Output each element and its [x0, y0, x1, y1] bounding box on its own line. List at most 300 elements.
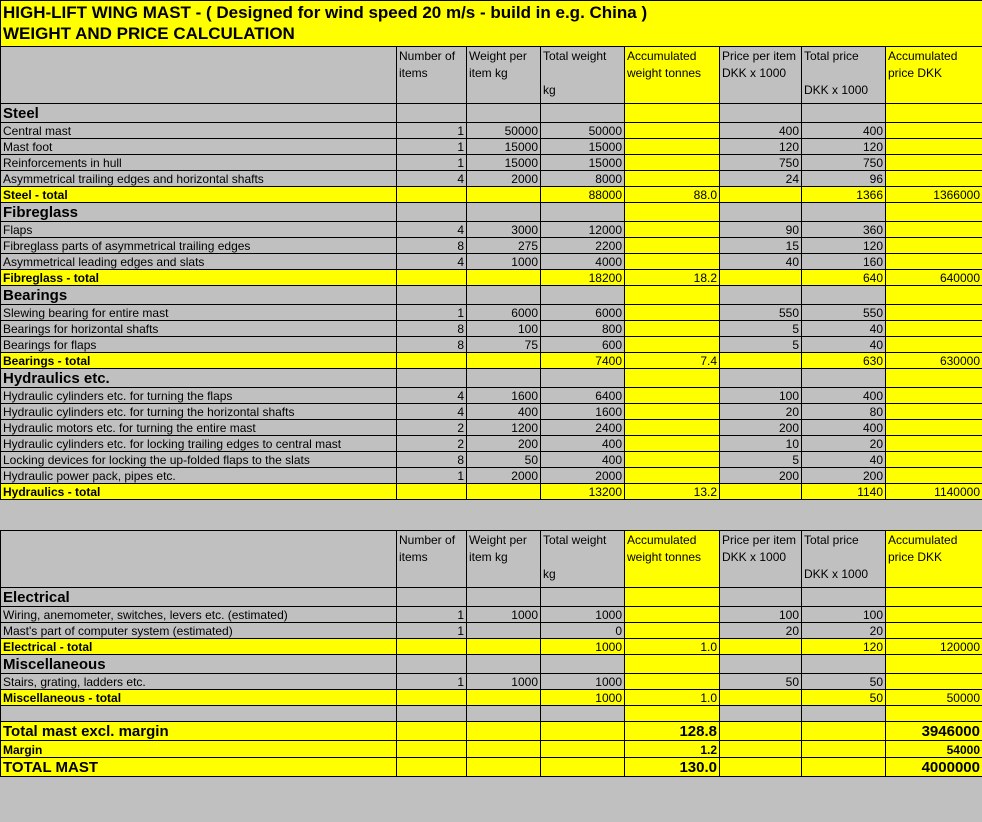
item-count[interactable]: 4 — [397, 254, 467, 270]
item-accumulated-price[interactable] — [886, 420, 982, 436]
empty-cell[interactable] — [397, 741, 467, 758]
header-accumulated-weight[interactable]: Accumulated weight tonnes — [625, 47, 720, 104]
item-count[interactable]: 1 — [397, 607, 467, 623]
empty-cell[interactable] — [625, 286, 720, 305]
empty-cell[interactable] — [541, 104, 625, 123]
summary-total-mast-price[interactable]: 4000000 — [886, 758, 982, 777]
header-blank[interactable] — [1, 47, 397, 104]
summary-total-mast-weight[interactable]: 130.0 — [625, 758, 720, 777]
summary-excl-margin-label[interactable]: Total mast excl. margin — [1, 722, 397, 741]
empty-cell[interactable] — [467, 369, 541, 388]
item-accumulated-price[interactable] — [886, 607, 982, 623]
item-weight[interactable]: 1000 — [467, 254, 541, 270]
accumulated-price[interactable]: 1366000 — [886, 187, 982, 203]
item-accumulated-price[interactable] — [886, 139, 982, 155]
item-count[interactable]: 8 — [397, 321, 467, 337]
total-weight[interactable]: 1000 — [541, 639, 625, 655]
item-total-weight[interactable]: 2000 — [541, 468, 625, 484]
empty-cell[interactable] — [720, 639, 802, 655]
item-price[interactable]: 550 — [720, 305, 802, 321]
item-count[interactable]: 4 — [397, 171, 467, 187]
item-accumulated-weight[interactable] — [625, 139, 720, 155]
item-name[interactable]: Hydraulic power pack, pipes etc. — [1, 468, 397, 484]
item-total-price[interactable]: 40 — [802, 321, 886, 337]
header-accumulated-weight[interactable]: Accumulated weight tonnes — [625, 531, 720, 588]
item-price[interactable]: 24 — [720, 171, 802, 187]
item-price[interactable]: 20 — [720, 623, 802, 639]
total-name[interactable]: Bearings - total — [1, 353, 397, 369]
total-weight[interactable]: 13200 — [541, 484, 625, 500]
item-price[interactable]: 10 — [720, 436, 802, 452]
item-name[interactable]: Reinforcements in hull — [1, 155, 397, 171]
item-total-weight[interactable]: 8000 — [541, 171, 625, 187]
item-count[interactable]: 1 — [397, 623, 467, 639]
empty-cell[interactable] — [802, 104, 886, 123]
total-weight[interactable]: 88000 — [541, 187, 625, 203]
item-price[interactable]: 100 — [720, 388, 802, 404]
item-weight[interactable]: 1000 — [467, 674, 541, 690]
item-weight[interactable]: 15000 — [467, 155, 541, 171]
item-price[interactable]: 5 — [720, 321, 802, 337]
empty-cell[interactable] — [541, 588, 625, 607]
item-weight[interactable]: 50 — [467, 452, 541, 468]
empty-cell[interactable] — [467, 104, 541, 123]
empty-cell[interactable] — [720, 706, 802, 722]
item-total-price[interactable]: 200 — [802, 468, 886, 484]
item-total-price[interactable]: 40 — [802, 452, 886, 468]
item-price[interactable]: 90 — [720, 222, 802, 238]
item-name[interactable]: Mast foot — [1, 139, 397, 155]
item-weight[interactable]: 1600 — [467, 388, 541, 404]
item-accumulated-weight[interactable] — [625, 337, 720, 353]
item-total-weight[interactable]: 2400 — [541, 420, 625, 436]
empty-cell[interactable] — [467, 758, 541, 777]
total-weight[interactable]: 18200 — [541, 270, 625, 286]
item-accumulated-price[interactable] — [886, 674, 982, 690]
item-total-weight[interactable]: 2200 — [541, 238, 625, 254]
item-total-weight[interactable]: 1600 — [541, 404, 625, 420]
header-total-price[interactable] — [802, 47, 886, 104]
empty-cell[interactable] — [886, 706, 982, 722]
item-total-weight[interactable]: 6000 — [541, 305, 625, 321]
item-weight[interactable]: 75 — [467, 337, 541, 353]
item-total-price[interactable]: 400 — [802, 388, 886, 404]
item-accumulated-weight[interactable] — [625, 468, 720, 484]
section-title[interactable]: Bearings — [1, 286, 397, 305]
total-name[interactable]: Miscellaneous - total — [1, 690, 397, 706]
header-total-price[interactable] — [802, 531, 886, 588]
empty-cell[interactable] — [397, 270, 467, 286]
total-price[interactable]: 50 — [802, 690, 886, 706]
empty-cell[interactable] — [720, 758, 802, 777]
empty-cell[interactable] — [625, 369, 720, 388]
item-total-weight[interactable]: 0 — [541, 623, 625, 639]
item-weight[interactable]: 200 — [467, 436, 541, 452]
empty-cell[interactable] — [397, 187, 467, 203]
item-total-price[interactable]: 550 — [802, 305, 886, 321]
item-name[interactable]: Asymmetrical leading edges and slats — [1, 254, 397, 270]
total-price[interactable]: 1366 — [802, 187, 886, 203]
item-total-weight[interactable]: 800 — [541, 321, 625, 337]
item-name[interactable]: Slewing bearing for entire mast — [1, 305, 397, 321]
item-accumulated-price[interactable] — [886, 238, 982, 254]
empty-cell[interactable] — [467, 270, 541, 286]
item-weight[interactable]: 1000 — [467, 607, 541, 623]
empty-cell[interactable] — [467, 690, 541, 706]
item-accumulated-price[interactable] — [886, 388, 982, 404]
item-total-price[interactable]: 40 — [802, 337, 886, 353]
item-price[interactable]: 5 — [720, 452, 802, 468]
item-total-weight[interactable]: 15000 — [541, 155, 625, 171]
empty-cell[interactable] — [397, 722, 467, 741]
item-accumulated-weight[interactable] — [625, 155, 720, 171]
empty-cell[interactable] — [802, 286, 886, 305]
empty-cell[interactable] — [397, 369, 467, 388]
empty-cell[interactable] — [541, 758, 625, 777]
item-name[interactable]: Wiring, anemometer, switches, levers etc. (estimated) — [1, 607, 397, 623]
empty-cell[interactable] — [541, 706, 625, 722]
total-name[interactable]: Fibreglass - total — [1, 270, 397, 286]
item-accumulated-price[interactable] — [886, 321, 982, 337]
empty-cell[interactable] — [541, 369, 625, 388]
item-name[interactable]: Hydraulic cylinders etc. for locking trailing edges to central mast — [1, 436, 397, 452]
item-accumulated-weight[interactable] — [625, 123, 720, 139]
item-total-price[interactable]: 100 — [802, 607, 886, 623]
summary-excl-margin-weight[interactable]: 128.8 — [625, 722, 720, 741]
item-count[interactable]: 4 — [397, 404, 467, 420]
item-accumulated-weight[interactable] — [625, 436, 720, 452]
item-accumulated-price[interactable] — [886, 623, 982, 639]
item-weight[interactable]: 2000 — [467, 468, 541, 484]
accumulated-weight[interactable]: 1.0 — [625, 639, 720, 655]
item-total-weight[interactable]: 400 — [541, 452, 625, 468]
header-number-of-items[interactable]: Number of items — [397, 47, 467, 104]
item-count[interactable]: 1 — [397, 139, 467, 155]
empty-cell[interactable] — [720, 270, 802, 286]
item-accumulated-price[interactable] — [886, 404, 982, 420]
item-name[interactable]: Hydraulic cylinders etc. for turning the flaps — [1, 388, 397, 404]
item-total-price[interactable]: 96 — [802, 171, 886, 187]
total-name[interactable]: Hydraulics - total — [1, 484, 397, 500]
item-name[interactable]: Stairs, grating, ladders etc. — [1, 674, 397, 690]
item-total-price[interactable]: 120 — [802, 238, 886, 254]
header-blank[interactable] — [1, 531, 397, 588]
empty-cell[interactable] — [397, 203, 467, 222]
item-name[interactable]: Locking devices for locking the up-folded flaps to the slats — [1, 452, 397, 468]
item-count[interactable]: 2 — [397, 436, 467, 452]
item-total-weight[interactable]: 6400 — [541, 388, 625, 404]
summary-margin-weight[interactable]: 1.2 — [625, 741, 720, 758]
item-weight[interactable]: 50000 — [467, 123, 541, 139]
empty-cell[interactable] — [720, 369, 802, 388]
empty-cell[interactable] — [886, 588, 982, 607]
item-weight[interactable]: 100 — [467, 321, 541, 337]
empty-cell[interactable] — [541, 741, 625, 758]
item-accumulated-weight[interactable] — [625, 607, 720, 623]
total-name[interactable]: Electrical - total — [1, 639, 397, 655]
empty-cell[interactable] — [802, 588, 886, 607]
empty-cell[interactable] — [802, 369, 886, 388]
item-name[interactable]: Hydraulic cylinders etc. for turning the horizontal shafts — [1, 404, 397, 420]
item-name[interactable]: Fibreglass parts of asymmetrical trailing edges — [1, 238, 397, 254]
item-accumulated-weight[interactable] — [625, 305, 720, 321]
item-accumulated-weight[interactable] — [625, 222, 720, 238]
item-total-weight[interactable]: 15000 — [541, 139, 625, 155]
item-count[interactable]: 2 — [397, 420, 467, 436]
item-accumulated-price[interactable] — [886, 155, 982, 171]
header-total-price-label: Total price — [804, 533, 859, 547]
item-price[interactable]: 20 — [720, 404, 802, 420]
item-accumulated-weight[interactable] — [625, 171, 720, 187]
header-total-price-unit: DKK x 1000 — [804, 83, 869, 97]
item-accumulated-weight[interactable] — [625, 238, 720, 254]
empty-cell[interactable] — [886, 104, 982, 123]
accumulated-price[interactable]: 50000 — [886, 690, 982, 706]
item-name[interactable]: Flaps — [1, 222, 397, 238]
item-count[interactable]: 1 — [397, 674, 467, 690]
item-weight[interactable]: 275 — [467, 238, 541, 254]
item-count[interactable]: 4 — [397, 388, 467, 404]
item-price[interactable]: 5 — [720, 337, 802, 353]
empty-cell[interactable] — [720, 286, 802, 305]
item-total-weight[interactable]: 4000 — [541, 254, 625, 270]
header-accumulated-price[interactable]: Accumulated price DKK — [886, 531, 982, 588]
item-price[interactable]: 200 — [720, 468, 802, 484]
item-accumulated-weight[interactable] — [625, 321, 720, 337]
item-total-price[interactable]: 360 — [802, 222, 886, 238]
item-accumulated-price[interactable] — [886, 171, 982, 187]
item-total-price[interactable]: 160 — [802, 254, 886, 270]
item-price[interactable]: 50 — [720, 674, 802, 690]
empty-cell[interactable] — [802, 722, 886, 741]
item-accumulated-weight[interactable] — [625, 388, 720, 404]
item-total-price[interactable]: 20 — [802, 436, 886, 452]
header-weight-per-item[interactable]: Weight per item kg — [467, 531, 541, 588]
empty-cell[interactable] — [467, 286, 541, 305]
item-count[interactable]: 1 — [397, 468, 467, 484]
item-weight[interactable]: 6000 — [467, 305, 541, 321]
accumulated-price[interactable]: 1140000 — [886, 484, 982, 500]
item-price[interactable]: 100 — [720, 607, 802, 623]
accumulated-price[interactable]: 640000 — [886, 270, 982, 286]
item-price[interactable]: 200 — [720, 420, 802, 436]
item-name[interactable]: Bearings for horizontal shafts — [1, 321, 397, 337]
empty-cell[interactable] — [720, 484, 802, 500]
item-total-price[interactable]: 400 — [802, 420, 886, 436]
total-name[interactable]: Steel - total — [1, 187, 397, 203]
empty-cell[interactable] — [467, 722, 541, 741]
item-total-weight[interactable]: 600 — [541, 337, 625, 353]
section-title[interactable]: Hydraulics etc. — [1, 369, 397, 388]
item-accumulated-price[interactable] — [886, 436, 982, 452]
empty-cell[interactable] — [397, 655, 467, 674]
header-total-price-unit: DKK x 1000 — [804, 567, 869, 581]
empty-cell[interactable] — [397, 758, 467, 777]
item-total-weight[interactable]: 400 — [541, 436, 625, 452]
item-total-price[interactable]: 20 — [802, 623, 886, 639]
empty-cell[interactable] — [541, 203, 625, 222]
accumulated-weight[interactable]: 88.0 — [625, 187, 720, 203]
item-accumulated-price[interactable] — [886, 123, 982, 139]
item-name[interactable]: Mast's part of computer system (estimated) — [1, 623, 397, 639]
empty-cell[interactable] — [397, 588, 467, 607]
item-price[interactable]: 750 — [720, 155, 802, 171]
empty-cell[interactable] — [625, 706, 720, 722]
item-count[interactable]: 8 — [397, 238, 467, 254]
item-total-weight[interactable]: 1000 — [541, 674, 625, 690]
total-price[interactable]: 1140 — [802, 484, 886, 500]
item-count[interactable]: 4 — [397, 222, 467, 238]
item-accumulated-weight[interactable] — [625, 623, 720, 639]
item-count[interactable]: 1 — [397, 155, 467, 171]
accumulated-price[interactable]: 630000 — [886, 353, 982, 369]
empty-cell[interactable] — [467, 706, 541, 722]
empty-cell[interactable] — [541, 722, 625, 741]
empty-cell[interactable] — [802, 741, 886, 758]
item-price[interactable]: 15 — [720, 238, 802, 254]
empty-cell[interactable] — [467, 741, 541, 758]
summary-total-mast-label[interactable]: TOTAL MAST — [1, 758, 397, 777]
empty-cell[interactable] — [886, 369, 982, 388]
item-weight[interactable]: 15000 — [467, 139, 541, 155]
item-total-weight[interactable]: 50000 — [541, 123, 625, 139]
empty-cell[interactable] — [467, 187, 541, 203]
header-accumulated-price[interactable]: Accumulated price DKK — [886, 47, 982, 104]
empty-cell[interactable] — [720, 655, 802, 674]
empty-cell[interactable] — [886, 203, 982, 222]
header-total-weight[interactable] — [541, 531, 625, 588]
empty-cell[interactable] — [720, 187, 802, 203]
empty-cell[interactable] — [802, 758, 886, 777]
item-accumulated-price[interactable] — [886, 305, 982, 321]
total-price[interactable]: 640 — [802, 270, 886, 286]
summary-margin-label[interactable]: Margin — [1, 741, 397, 758]
header-number-of-items[interactable]: Number of items — [397, 531, 467, 588]
section-title[interactable]: Miscellaneous — [1, 655, 397, 674]
item-count[interactable]: 8 — [397, 452, 467, 468]
empty-cell[interactable] — [541, 655, 625, 674]
item-accumulated-price[interactable] — [886, 222, 982, 238]
empty-cell[interactable] — [467, 588, 541, 607]
empty-cell[interactable] — [467, 353, 541, 369]
section-title[interactable]: Steel — [1, 104, 397, 123]
empty-cell[interactable] — [397, 104, 467, 123]
item-accumulated-weight[interactable] — [625, 254, 720, 270]
item-price[interactable]: 40 — [720, 254, 802, 270]
empty-cell[interactable] — [720, 353, 802, 369]
item-name[interactable]: Bearings for flaps — [1, 337, 397, 353]
accumulated-weight[interactable]: 1.0 — [625, 690, 720, 706]
item-weight[interactable]: 1200 — [467, 420, 541, 436]
item-total-price[interactable]: 400 — [802, 123, 886, 139]
empty-cell[interactable] — [802, 655, 886, 674]
item-price[interactable]: 400 — [720, 123, 802, 139]
empty-cell[interactable] — [397, 639, 467, 655]
empty-cell[interactable] — [625, 104, 720, 123]
item-name[interactable]: Asymmetrical trailing edges and horizontal shafts — [1, 171, 397, 187]
item-accumulated-price[interactable] — [886, 452, 982, 468]
total-price[interactable]: 120 — [802, 639, 886, 655]
summary-excl-margin-price[interactable]: 3946000 — [886, 722, 982, 741]
section-title[interactable]: Fibreglass — [1, 203, 397, 222]
item-count[interactable]: 8 — [397, 337, 467, 353]
total-weight[interactable]: 1000 — [541, 690, 625, 706]
item-accumulated-weight[interactable] — [625, 674, 720, 690]
section-title[interactable]: Electrical — [1, 588, 397, 607]
item-total-price[interactable]: 750 — [802, 155, 886, 171]
item-total-price[interactable]: 120 — [802, 139, 886, 155]
empty-cell[interactable] — [625, 588, 720, 607]
item-accumulated-price[interactable] — [886, 468, 982, 484]
header-price-per-item[interactable]: Price per item DKK x 1000 — [720, 531, 802, 588]
empty-cell[interactable] — [720, 588, 802, 607]
total-row — [1, 690, 982, 706]
item-total-weight[interactable]: 1000 — [541, 607, 625, 623]
item-total-weight[interactable]: 12000 — [541, 222, 625, 238]
item-price[interactable]: 120 — [720, 139, 802, 155]
item-weight[interactable]: 400 — [467, 404, 541, 420]
item-weight[interactable] — [467, 623, 541, 639]
item-accumulated-weight[interactable] — [625, 452, 720, 468]
accumulated-weight[interactable]: 7.4 — [625, 353, 720, 369]
empty-cell[interactable] — [541, 286, 625, 305]
empty-cell[interactable] — [625, 655, 720, 674]
header-weight-per-item[interactable]: Weight per item kg — [467, 47, 541, 104]
item-total-price[interactable]: 50 — [802, 674, 886, 690]
item-accumulated-price[interactable] — [886, 254, 982, 270]
empty-cell[interactable] — [1, 706, 397, 722]
accumulated-weight[interactable]: 18.2 — [625, 270, 720, 286]
empty-cell[interactable] — [886, 286, 982, 305]
empty-cell[interactable] — [886, 655, 982, 674]
empty-cell[interactable] — [397, 353, 467, 369]
empty-cell[interactable] — [720, 203, 802, 222]
accumulated-price[interactable]: 120000 — [886, 639, 982, 655]
summary-margin-price[interactable]: 54000 — [886, 741, 982, 758]
item-count[interactable]: 1 — [397, 123, 467, 139]
item-accumulated-price[interactable] — [886, 337, 982, 353]
item-count[interactable]: 1 — [397, 305, 467, 321]
header-total-weight[interactable] — [541, 47, 625, 104]
item-weight[interactable]: 2000 — [467, 171, 541, 187]
empty-cell[interactable] — [397, 706, 467, 722]
item-name[interactable]: Hydraulic motors etc. for turning the entire mast — [1, 420, 397, 436]
empty-cell[interactable] — [802, 203, 886, 222]
empty-cell[interactable] — [397, 484, 467, 500]
item-name[interactable]: Central mast — [1, 123, 397, 139]
empty-cell[interactable] — [720, 722, 802, 741]
empty-cell[interactable] — [720, 741, 802, 758]
empty-cell[interactable] — [720, 104, 802, 123]
empty-cell[interactable] — [802, 706, 886, 722]
header-price-per-item[interactable]: Price per item DKK x 1000 — [720, 47, 802, 104]
empty-cell[interactable] — [397, 690, 467, 706]
item-weight[interactable]: 3000 — [467, 222, 541, 238]
empty-cell[interactable] — [625, 203, 720, 222]
total-weight[interactable]: 7400 — [541, 353, 625, 369]
item-accumulated-weight[interactable] — [625, 420, 720, 436]
empty-cell[interactable] — [467, 484, 541, 500]
empty-cell[interactable] — [397, 286, 467, 305]
empty-cell[interactable] — [467, 203, 541, 222]
item-accumulated-weight[interactable] — [625, 404, 720, 420]
item-total-price[interactable]: 80 — [802, 404, 886, 420]
accumulated-weight[interactable]: 13.2 — [625, 484, 720, 500]
total-price[interactable]: 630 — [802, 353, 886, 369]
empty-cell[interactable] — [467, 655, 541, 674]
empty-cell[interactable] — [720, 690, 802, 706]
empty-cell[interactable] — [467, 639, 541, 655]
